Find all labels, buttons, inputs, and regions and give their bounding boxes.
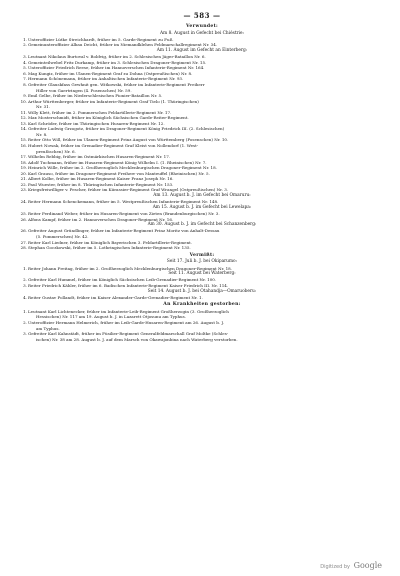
entry-number: 25.: [20, 211, 27, 217]
entry-number: 21.: [20, 176, 27, 182]
entry-text-continuation: Hiller von Gaertringen (4. Posenschen) Nr. 59.: [36, 87, 132, 93]
section-subtitle: Seit 14. August b. J. bei Otahandja—Omaruoberu:: [147, 288, 257, 294]
entry-text: Adolf Tuchmann, früher im Husaren-Regiment König Wilhelm I. (1. Rheinischen) Nr. 7.: [28, 159, 207, 165]
entry-text: Stephan Goczkowski, früher im 5. Lothringischen Infanterie-Regiment Nr. 135.: [28, 245, 191, 251]
entry-number: 18.: [20, 159, 27, 165]
entry-number: 1.: [23, 36, 27, 42]
entry-text: Unteroffizier Lütke Streichhardt, früher im 5. Garde-Regiment zu Fuß.: [28, 36, 174, 42]
entry-row: [20, 320, 384, 331]
entry-number: 14.: [20, 126, 27, 132]
entry-text: Hubert Nowak, früher im Grenadier-Regiment Graf Kleist von Nollendorf (1. West-: [28, 143, 199, 149]
entry-number: 2.: [23, 320, 27, 326]
entry-text: Reiter Hermann Schenckemann, früher im 5. Westpreußischen Infanterie-Regiment Nr. 148.: [28, 199, 219, 205]
section-subtitle: Am 8. August in Gefecht bei Chiéstrie:: [160, 30, 244, 36]
entry-text: Kriegsfreiwilliger v. Pescher, früher im Kürassier-Regiment Graf Wrangel (Ostpreußischen) Nr. 3.: [28, 187, 229, 193]
entry-row: [20, 187, 384, 193]
entry-row: [20, 126, 384, 137]
entry-text: Max Mosterschmidt, früher im Königlich Sächsischen Garde-Reiter-Regiment.: [28, 115, 189, 121]
entry-text: Reiter Otto Will, früher im Ulanen-Regiment Prinz August von Württemberg (Posenschen) Nr. 10.: [28, 137, 229, 143]
entry-number: 16.: [20, 143, 27, 149]
entry-text-continuation: Hessischen) Nr. 117 am 19. August b. J. in Lazarett Otjosunu am Typhus.: [36, 314, 187, 320]
entry-number: 19.: [20, 165, 27, 171]
entry-text: Gemeinteilwebel Fritz Durkamp, früher im 3. Schlesischen Dragoner-Regiment Nr. 15.: [28, 59, 207, 65]
entry-text-continuation: (5. Pommerschen) Nr. 42.: [36, 234, 89, 240]
entry-text: Karl Grauso, früher im Dragoner-Regiment Freiherr von Manteuffel (Rheinischen) Nr. 5.: [28, 170, 210, 176]
entry-number: 5.: [23, 65, 27, 71]
entry-number: 1.: [23, 265, 27, 271]
entry-number: 22.: [20, 181, 27, 187]
entry-row: [20, 295, 384, 301]
entry-number: 3.: [23, 282, 27, 288]
page-number: — 583 —: [183, 11, 221, 20]
entry-text: Willy Klett, früher im 2. Pommerschen Feldartillerie-Regiment Nr. 17.: [28, 109, 172, 115]
section-subtitle: Am 13. August b. J. im Gefecht bei Omaruru:: [153, 192, 251, 198]
entry-text: Hermann Schönemann, früher im Anhaltischen Infanterie-Regiment Nr. 93.: [28, 76, 184, 82]
entry-number: 26.: [20, 228, 27, 234]
entry-text: Gefreiter August Gründlinger, früher im Infanterie-Regiment Prinz Moritz von Anhalt-Dessau: [28, 228, 220, 234]
entry-row: [20, 266, 384, 272]
entry-text: Gemeinunteroffizier Albau Deicht, früher im Niemandklehen Feldmarschallregiment Nr. 34.: [28, 42, 218, 48]
entry-number: 17.: [20, 154, 27, 160]
watermark-brand: Google: [353, 561, 382, 570]
section-subtitle: Am 11. August im Gefecht an Einterberg:: [156, 47, 248, 53]
entry-row: [20, 82, 384, 93]
entry-text: Heinrich Wille, früher im 2. Großherzoglich Mecklenburgischen Dragoner-Regiment Nr. 18.: [28, 165, 217, 171]
entry-number: 27.: [20, 239, 27, 245]
document-body: [20, 24, 384, 342]
entry-text: Reiter Friedrich Kähler, früher im 6. Badischen Infanterie-Regiment Kaiser Friedrich III. Nr. 114.: [28, 282, 229, 288]
entry-number: 2.: [23, 42, 27, 48]
section-title: Verwundet:: [185, 24, 219, 29]
entry-row: [20, 309, 384, 320]
entry-text: Gefreiter Ludwig Grzogotz, früher im Dragoner-Regiment König Friedrich III. (2. Schlesischen): [28, 126, 225, 132]
entry-row: [20, 42, 384, 48]
entry-number: 7.: [23, 76, 27, 82]
entry-text: Arthur Württenberger, früher im Infanterie-Regiment Graf Tielo (1. Thüringischen): [28, 98, 199, 104]
entry-text: Gefreiter Karl Kahnstädt, früher im Füsilier-Regiment Generalfeldmarschall Graf Moltke (Schles-: [28, 331, 229, 337]
entry-row: [20, 217, 384, 223]
entry-text: Reiter Karl Liedner, früher im Königlich Bayerischen 3. Feldartillerie-Regiment.: [28, 239, 193, 245]
entry-text: Gefreiter Glauskfass Gewhnit gen. Witkowski, früher im Infanterie-Regiment Freiherr: [28, 82, 205, 88]
entry-number: 15.: [20, 137, 27, 143]
entry-number: 28.: [20, 245, 27, 251]
entry-row: [20, 99, 384, 110]
entry-text: Karl Schröder, früher im Thüringischen Husaren-Regiment Nr. 12.: [28, 120, 165, 126]
entry-number: 6.: [23, 70, 27, 76]
entry-number: 26.: [20, 216, 27, 222]
entry-text-continuation: Nr. 31.: [36, 104, 51, 110]
entry-number: 4.: [23, 294, 27, 300]
entry-row: [20, 283, 384, 289]
entry-text: Mag Kungiz, früher im Ulanen-Regiment Graf zu Dohna (Ostpreußischen) Nr. 8.: [28, 70, 193, 76]
entry-text: Unteroffizier Hermann Helmerich, früher im Leib-Garde-Husaren-Regiment am 26. August b. J.: [28, 320, 225, 326]
entry-text: Reiter Ferdinand Weber, früher im Husaren-Regiment von Zieten (Brandenburgischen) Nr. 3.: [28, 211, 220, 217]
section-subtitle: Seit 11. August bei Waterberg:: [168, 271, 236, 277]
entry-number: 10.: [20, 98, 27, 104]
entry-number: 20.: [20, 170, 27, 176]
entry-text: Wilhelm Rebbig, früher im Ostmärkischen Husaren-Regiment Nr. 17.: [28, 154, 171, 160]
entry-text: Reiter Johann Freitag, früher im 2. Großherzoglich Mecklenburgischen Dragoner-Regiment Nr. 18.: [28, 265, 233, 271]
entry-row: [20, 143, 384, 154]
entry-text: Leutnant Nikolaus Burtoval v. Boldvig, früher im 2. Schlesischen Jäger-Bataillon Nr. 6.: [28, 54, 206, 60]
entry-text: Emil Gelbe, früher im Niederschlesischen Pionier-Bataillon Nr. 5.: [28, 93, 163, 99]
entry-number: 12.: [20, 115, 27, 121]
entry-number: 4.: [23, 59, 27, 65]
section-subtitle: Am 30. August b. J. im Gefecht bei Schanzenberg:: [147, 222, 257, 228]
entry-text-continuation: am Typhus.: [36, 325, 60, 331]
entry-text: Reiter Gustav Pollandt, früher im Kaiser Alexander-Garde-Grenadier-Regiment Nr. 1.: [28, 294, 203, 300]
entry-number: 11.: [20, 109, 27, 115]
section-subtitle: Am 15. August b. J. im Gefecht bei Lewelapa:: [152, 204, 252, 210]
section-title: An Krankheiten gestorben:: [163, 302, 241, 308]
entry-number: 2.: [23, 277, 27, 283]
entry-text: Alfons Kampf, früher im 2. Hannoverschen Dragoner-Regiment Nr. 16.: [28, 216, 174, 222]
entry-row: [20, 199, 384, 205]
entry-text: Gefreiter Karl Hummel, früher im Königlich Sächsischen Leib-Grenadier-Regiment Nr. 100.: [28, 277, 217, 283]
entry-text: Paul Wuester, früher im 8. Thüringischen Infanterie-Regiment Nr. 153.: [28, 181, 174, 187]
entry-number: 3.: [23, 54, 27, 60]
entry-number: 24.: [20, 199, 27, 205]
entry-row: [20, 228, 384, 239]
entry-text-continuation: Nr. 8.: [36, 131, 48, 137]
entry-number: 8.: [23, 82, 27, 88]
entry-number: 9.: [23, 93, 27, 99]
entry-text: Leutnant Karl Lichtenecker, früher im Infanterie-Leib-Regiment Großherzogin (3. Großherzoglich: [28, 308, 229, 314]
section-title: Vermißt:: [189, 252, 215, 258]
entry-number: 13.: [20, 120, 27, 126]
digitized-watermark: [320, 561, 382, 570]
entry-number: 1.: [23, 308, 27, 314]
watermark-prefix: Digitized by: [320, 564, 350, 570]
entry-text: Unteroffizier Friedrich Reese, früher im Hannoverschen Infanterie-Regiment Nr. 164.: [28, 65, 205, 71]
entry-number: 3.: [23, 331, 27, 337]
entry-row: [20, 331, 384, 342]
entry-text: Albert Kolbe, früher im Husaren-Regiment Kaiser Franz Joseph Nr. 16.: [28, 176, 174, 182]
entry-text-continuation: ischen) Nr. 38 am 28. August b. J. auf dem Marsch von Okawajonbina nach Waterberg verstorben.: [36, 336, 238, 342]
entry-number: 23.: [20, 187, 27, 193]
section-subtitle: Seit 17. Juli b. J. bei Okiparumo:: [166, 259, 238, 265]
entry-text-continuation: preußischen) Nr. 6.: [36, 148, 76, 154]
entry-row: [20, 245, 384, 251]
